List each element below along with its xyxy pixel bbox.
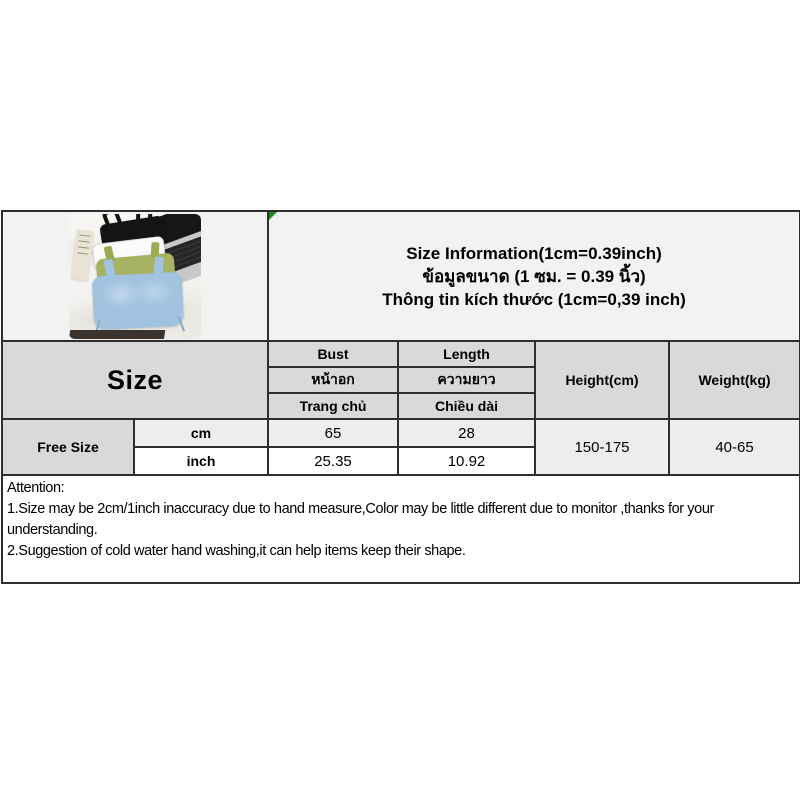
row-header-free-size: Free Size [2, 419, 134, 475]
product-photo-cell [2, 211, 268, 341]
col-header-bust-en: Bust [268, 341, 398, 367]
value-bust-inch: 25.35 [268, 447, 398, 475]
unit-label-cm: cm [134, 419, 268, 447]
size-table [1, 210, 800, 584]
size-info-title-th: ข้อมูลขนาด (1 ซม. = 0.39 นิ้ว) [422, 266, 646, 286]
value-weight: 40-65 [669, 419, 800, 475]
col-header-length-vi: Chiều dài [398, 393, 535, 419]
size-info-title-vi: Thông tin kích thước (1cm=0,39 inch) [382, 289, 686, 309]
value-length-cm: 28 [398, 419, 535, 447]
value-bust-cm: 65 [268, 419, 398, 447]
attention-section [2, 475, 800, 583]
col-header-height: Height(cm) [535, 341, 669, 419]
col-header-weight: Weight(kg) [669, 341, 800, 419]
value-length-inch: 10.92 [398, 447, 535, 475]
product-photo [69, 214, 201, 339]
unit-label-inch: inch [134, 447, 268, 475]
photo-floor-strip [69, 330, 165, 339]
size-info-header-cell [268, 211, 800, 341]
col-header-bust-th: หน้าอก [268, 367, 398, 393]
attention-line-2: 2.Suggestion of cold water hand washing,it can help items keep their shape. [7, 543, 466, 559]
size-chart-document [0, 210, 800, 584]
cell-flag-triangle-icon [269, 212, 277, 220]
col-header-length-en: Length [398, 341, 535, 367]
attention-line-1: 1.Size may be 2cm/1inch inaccuracy due to hand measure,Color may be little different due to monitor ,thanks for your understanding. [7, 501, 714, 538]
photo-note-card [71, 229, 94, 281]
col-header-length-th: ความยาว [398, 367, 535, 393]
col-header-bust-vi: Trang chủ [268, 393, 398, 419]
value-height: 150-175 [535, 419, 669, 475]
size-info-title-en: Size Information(1cm=0.39inch) [406, 243, 662, 263]
size-header-cell: Size [2, 341, 268, 419]
attention-title: Attention: [7, 480, 65, 496]
photo-bra-blue [92, 271, 185, 330]
